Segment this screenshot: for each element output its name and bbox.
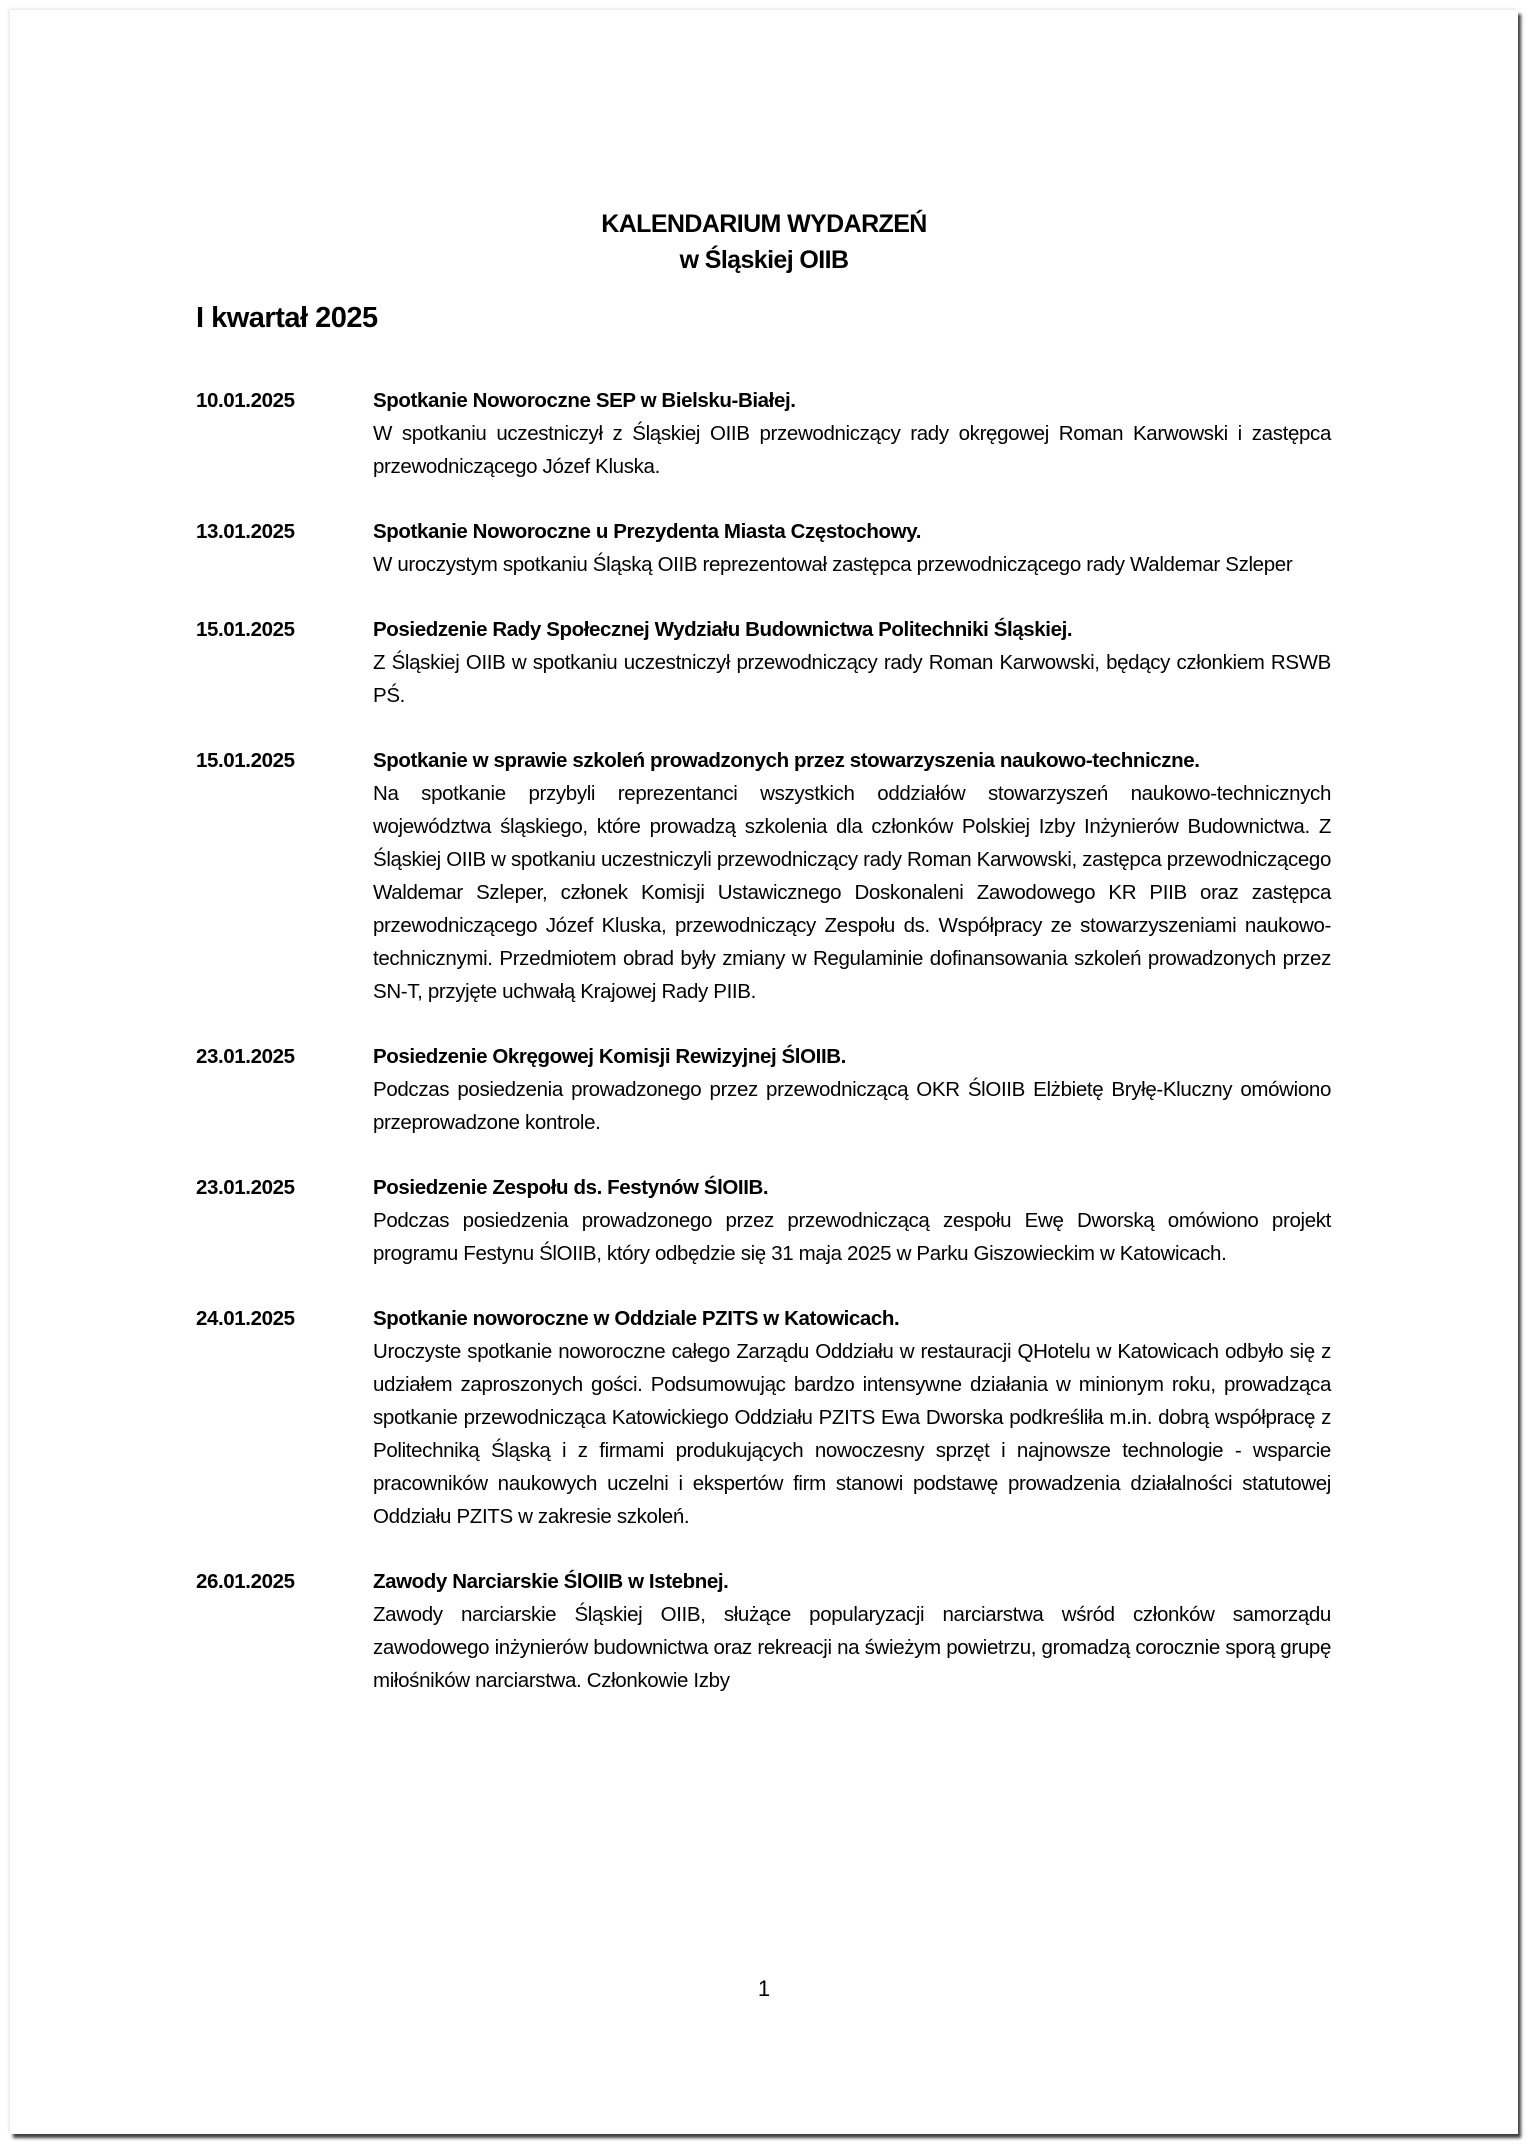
event-date: 24.01.2025 bbox=[196, 1307, 295, 1330]
event-description: Podczas posiedzenia prowadzonego przez przewodniczącą zespołu Ewę Dworską omówiono projekt programu Festynu ŚlOIIB, który odbędzie się 31 maja 2025 w Parku Giszowieckim w Katowicach. bbox=[373, 1209, 1331, 1265]
event-date: 10.01.2025 bbox=[196, 389, 295, 412]
event-content bbox=[373, 744, 1331, 1008]
document-title bbox=[10, 206, 1518, 278]
event-entry bbox=[196, 744, 1331, 1008]
event-description: Uroczyste spotkanie noworoczne całego Zarządu Oddziału w restauracji QHotelu w Katowicach odbyło się z udziałem zaproszonych gości. Podsumowując bardzo intensywne działania w minionym roku, prowadząca spotkanie przewodnicząca Katowickiego Oddziału PZITS Ewa Dworska podkreśliła m.in. dobrą współpracę z Politechniką Śląską i z firmami produkujących nowoczesny sprzęt i najnowsze technologie - wsparcie pracowników naukowych uczelni i ekspertów firm stanowi podstawę prowadzenia działalności statutowej Oddziału PZITS w zakresie szkoleń. bbox=[373, 1340, 1331, 1528]
event-date: 13.01.2025 bbox=[196, 520, 295, 543]
event-content bbox=[373, 1171, 1331, 1270]
event-date: 23.01.2025 bbox=[196, 1045, 295, 1068]
quarter-heading: I kwartał 2025 bbox=[196, 302, 378, 334]
event-date: 23.01.2025 bbox=[196, 1176, 295, 1199]
title-line-1: KALENDARIUM WYDARZEŃ bbox=[601, 210, 927, 238]
event-content bbox=[373, 384, 1331, 483]
event-date: 26.01.2025 bbox=[196, 1570, 295, 1593]
event-description: Podczas posiedzenia prowadzonego przez przewodniczącą OKR ŚlOIIB Elżbietę Bryłę-Kluczny omówiono przeprowadzone kontrole. bbox=[373, 1078, 1331, 1134]
title-line-2: w Śląskiej OIIB bbox=[679, 246, 849, 274]
event-description: Na spotkanie przybyli reprezentanci wszystkich oddziałów stowarzyszeń naukowo-technicznych województwa śląskiego, które prowadzą szkolenia dla członków Polskiej Izby Inżynierów Budownictwa. Z Śląskiej OIIB w spotkaniu uczestniczyli przewodniczący rady Roman Karwowski, zastępca przewodniczącego Waldemar Szleper, członek Komisji Ustawicznego Doskonaleni Zawodowego KR PIIB oraz zastępca przewodniczącego Józef Kluska, przewodniczący Zespołu ds. Współpracy ze stowarzyszeniami naukowo-technicznymi. Przedmiotem obrad były zmiany w Regulaminie dofinansowania szkoleń prowadzonych przez SN-T, przyjęte uchwałą Krajowej Rady PIIB. bbox=[373, 782, 1331, 1003]
event-content bbox=[373, 1040, 1331, 1139]
event-entry bbox=[196, 613, 1331, 712]
event-entry bbox=[196, 1040, 1331, 1139]
event-entry bbox=[196, 1171, 1331, 1270]
event-content bbox=[373, 515, 1331, 581]
event-description: W uroczystym spotkaniu Śląską OIIB reprezentował zastępca przewodniczącego rady Waldemar Szleper bbox=[373, 553, 1293, 576]
event-date: 15.01.2025 bbox=[196, 749, 295, 772]
event-date: 15.01.2025 bbox=[196, 618, 295, 641]
event-title: Zawody Narciarskie ŚlOIIB w Istebnej. bbox=[373, 1570, 729, 1593]
event-title: Spotkanie w sprawie szkoleń prowadzonych przez stowarzyszenia naukowo-techniczne. bbox=[373, 749, 1200, 772]
event-content bbox=[373, 1302, 1331, 1533]
event-content bbox=[373, 1565, 1331, 1697]
event-content bbox=[373, 613, 1331, 712]
event-entry bbox=[196, 1302, 1331, 1533]
event-list bbox=[196, 384, 1331, 1729]
event-entry bbox=[196, 384, 1331, 483]
event-title: Posiedzenie Okręgowej Komisji Rewizyjnej ŚlOIIB. bbox=[373, 1045, 846, 1068]
event-title: Posiedzenie Rady Społecznej Wydziału Budownictwa Politechniki Śląskiej. bbox=[373, 618, 1073, 641]
event-description: Z Śląskiej OIIB w spotkaniu uczestniczył przewodniczący rady Roman Karwowski, będący członkiem RSWB PŚ. bbox=[373, 651, 1331, 707]
event-description: W spotkaniu uczestniczył z Śląskiej OIIB przewodniczący rady okręgowej Roman Karwowski i zastępca przewodniczącego Józef Kluska. bbox=[373, 422, 1331, 478]
event-title: Posiedzenie Zespołu ds. Festynów ŚlOIIB. bbox=[373, 1176, 769, 1199]
event-entry bbox=[196, 1565, 1331, 1697]
event-description: Zawody narciarskie Śląskiej OIIB, służące popularyzacji narciarstwa wśród członków samorządu zawodowego inżynierów budownictwa oraz rekreacji na świeżym powietrzu, gromadzą corocznie sporą grupę miłośników narciarstwa. Członkowie Izby bbox=[373, 1603, 1331, 1692]
event-title: Spotkanie Noworoczne SEP w Bielsku-Białej. bbox=[373, 389, 796, 412]
document-page bbox=[10, 10, 1518, 2134]
event-title: Spotkanie Noworoczne u Prezydenta Miasta Częstochowy. bbox=[373, 520, 921, 543]
event-title: Spotkanie noworoczne w Oddziale PZITS w Katowicach. bbox=[373, 1307, 900, 1330]
event-entry bbox=[196, 515, 1331, 581]
page-number: 1 bbox=[757, 1976, 771, 2001]
